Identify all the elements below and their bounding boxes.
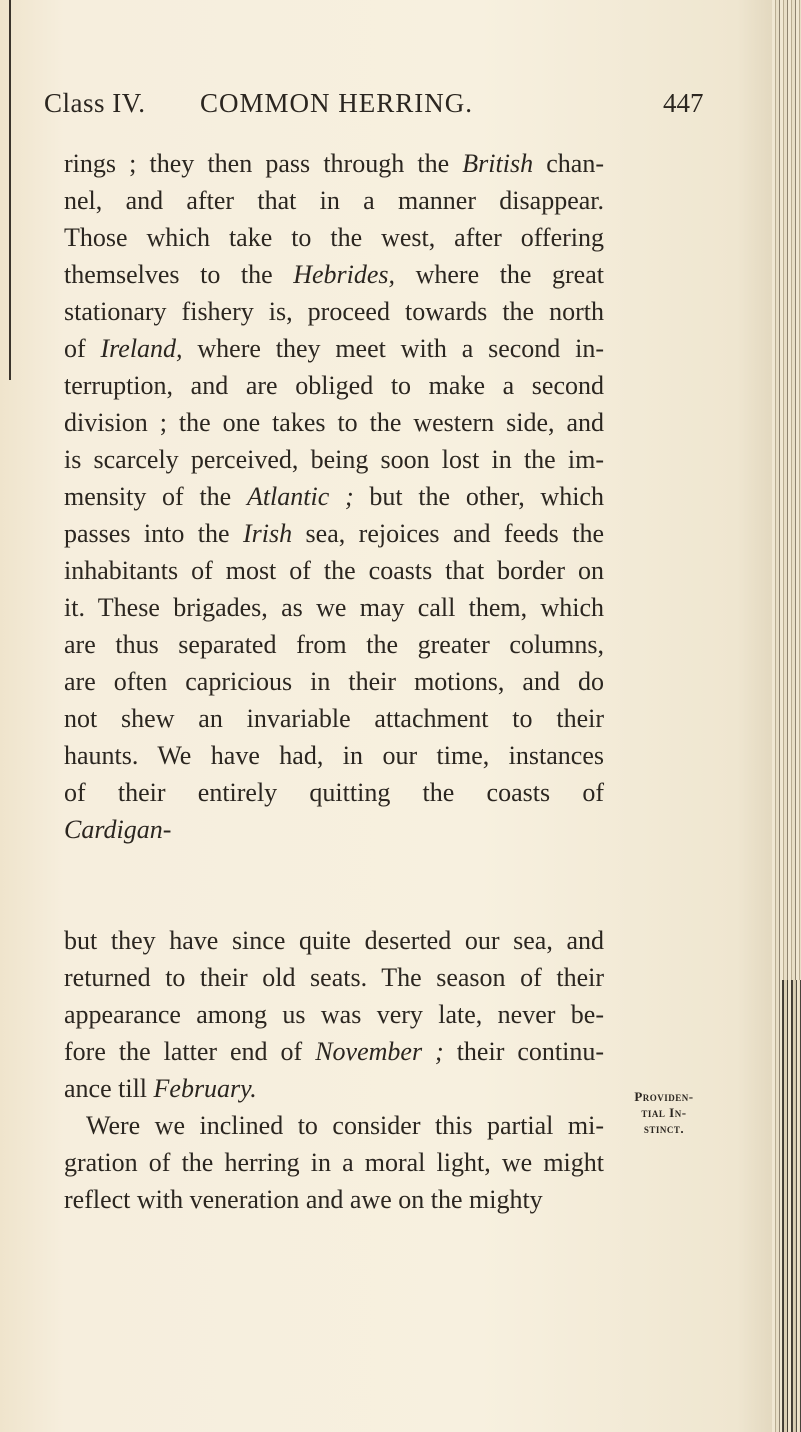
text-line: mensity of the Atlantic ; but the other, which <box>64 482 604 511</box>
text-line: are thus separated from the greater columns, <box>64 630 604 659</box>
text-line: returned to their old seats. The season of their <box>64 963 604 992</box>
text-line: is scarcely perceived, being soon lost in the im- <box>64 445 604 474</box>
body-text <box>64 145 604 1218</box>
text-line <box>64 848 604 885</box>
text-line: fore the latter end of November ; their continu- <box>64 1037 604 1066</box>
text-line: rings ; they then pass through the British chan- <box>64 149 604 178</box>
text-line: it. These brigades, as we may call them, which <box>64 593 604 622</box>
text-line: but they have since quite deserted our sea, and <box>64 926 604 955</box>
text-line: appearance among us was very late, never be- <box>64 1000 604 1029</box>
page-number: 447 <box>663 88 704 118</box>
page-edge-rule <box>0 0 11 380</box>
text-line <box>64 885 604 922</box>
text-line: not shew an invariable attachment to their <box>64 704 604 733</box>
text-line: of Ireland, where they meet with a second in- <box>64 334 604 363</box>
text-line: are often capricious in their motions, and do <box>64 667 604 696</box>
text-line: stationary fishery is, proceed towards the north <box>64 297 604 326</box>
text-line: ance till February. <box>64 1074 257 1103</box>
text-line: Those which take to the west, after offering <box>64 223 604 252</box>
text-line: haunts. We have had, in our time, instances <box>64 741 604 770</box>
text-line: nel, and after that in a manner disappear. <box>64 186 604 215</box>
text-line: division ; the one takes to the western side, and <box>64 408 604 437</box>
text-line: terruption, and are obliged to make a second <box>64 371 604 400</box>
text-line: Were we inclined to consider this partial mi- <box>86 1111 604 1140</box>
header-title: COMMON HERRING. <box>200 88 474 118</box>
running-header <box>44 88 764 128</box>
text-line: gration of the herring in a moral light, we might <box>64 1148 604 1177</box>
text-line: inhabitants of most of the coasts that border on <box>64 556 604 585</box>
text-line: of their entirely quitting the coasts of <box>64 778 604 807</box>
text-line: reflect with veneration and awe on the mighty <box>64 1185 543 1214</box>
book-spine-shadow <box>782 980 801 1432</box>
text-line: passes into the Irish sea, rejoices and feeds the <box>64 519 604 548</box>
header-class: Class IV. <box>44 88 146 118</box>
text-line: themselves to the Hebrides, where the great <box>64 260 604 289</box>
marginal-note: Providen- tial In- stinct. <box>634 1089 694 1136</box>
text-line: Cardigan- <box>64 815 172 844</box>
